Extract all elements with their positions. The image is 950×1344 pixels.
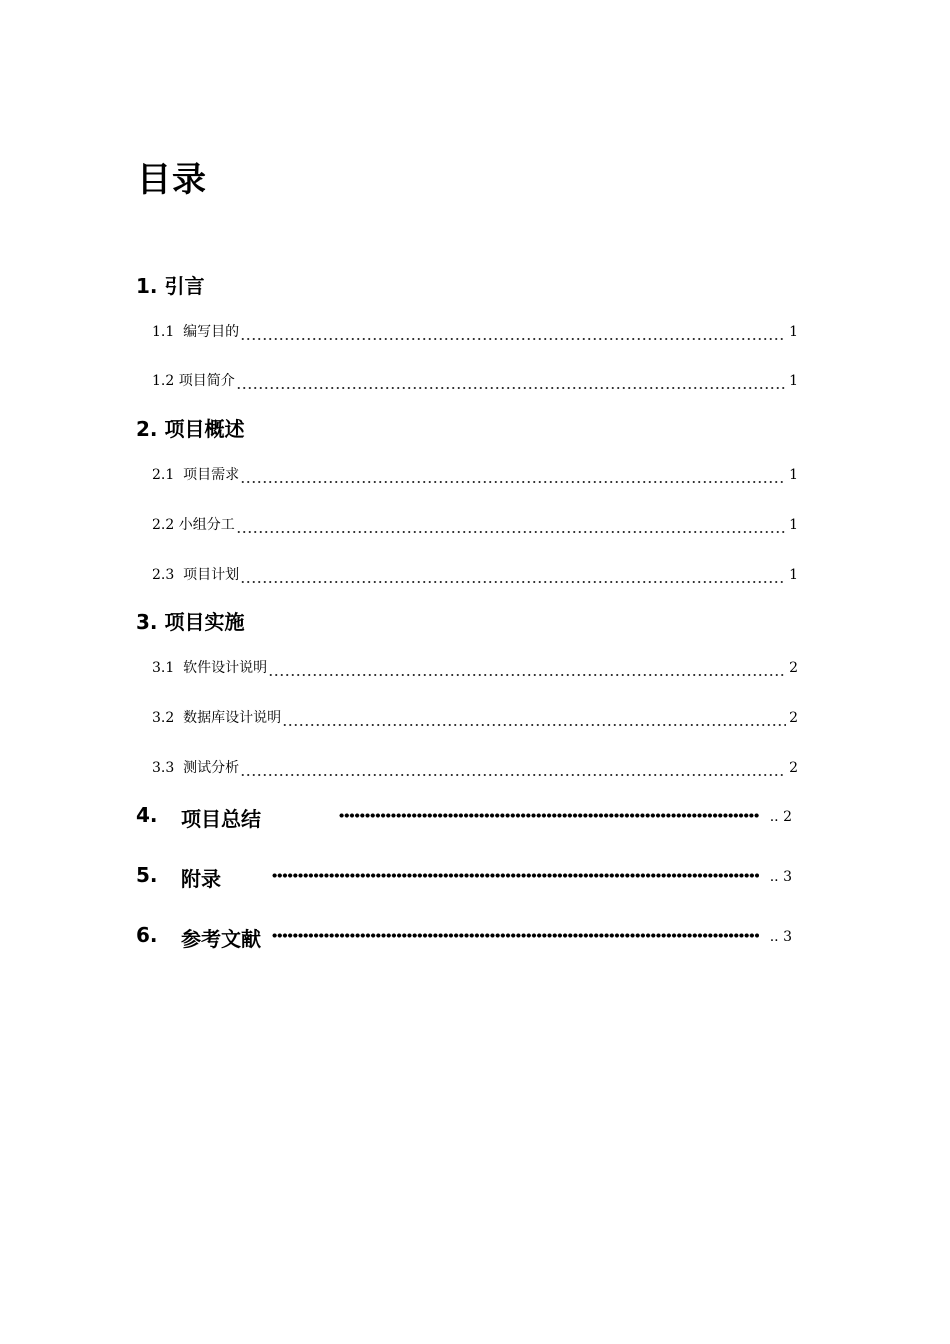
toc-entry-3-3[interactable] [152, 758, 798, 778]
section-number: 6. [136, 923, 158, 947]
toc-entry-4[interactable] [136, 803, 798, 831]
toc-entry-label: 1.2 项目简介 [152, 373, 235, 389]
dot-leader [240, 322, 786, 342]
toc-entry-page: 2 [789, 710, 798, 726]
dot-leader [240, 565, 786, 585]
toc-entry-page: 1 [789, 567, 798, 583]
section-title: 引言 [164, 274, 205, 298]
toc-entry-label: 2.1 项目需求 [152, 467, 240, 483]
dot-leader [272, 873, 759, 878]
toc-entry-2-2[interactable] [152, 515, 798, 535]
toc-entry-5[interactable] [136, 863, 798, 891]
toc-entry-6[interactable] [136, 923, 798, 951]
toc-entry-page: 2 [789, 660, 798, 676]
toc-entry-label: 3.1 软件设计说明 [152, 660, 268, 676]
toc-entry-page: 1 [789, 324, 798, 340]
section-title: 项目实施 [164, 610, 245, 634]
toc-entry-3-1[interactable] [152, 658, 798, 678]
toc-entry-3-2[interactable] [152, 708, 798, 728]
section-number: 1. [136, 274, 158, 298]
toc-entry-label: 2.2 小组分工 [152, 517, 235, 533]
toc-entry-page: 2 [789, 760, 798, 776]
toc-entry-page: 1 [789, 373, 798, 389]
section-heading-2 [136, 417, 244, 441]
section-number: 5. [136, 863, 158, 887]
toc-entry-page-group [770, 809, 792, 825]
section-heading-3 [136, 610, 244, 634]
toc-entry-1-1[interactable] [152, 322, 798, 342]
toc-entry-title: 项目总结 [181, 807, 261, 831]
section-number: 3. [136, 610, 158, 634]
section-number: 4. [136, 803, 158, 827]
dot-leader [236, 371, 786, 391]
page-title: 目录 [137, 160, 207, 200]
section-heading-1 [136, 274, 204, 298]
toc-entry-label: 1.1 编写目的 [152, 324, 240, 340]
leader-tail: .. [769, 809, 779, 825]
toc-entry-title: 附录 [181, 867, 221, 891]
toc-entry-page-group [770, 869, 792, 885]
dot-leader [240, 758, 786, 778]
toc-entry-page: 1 [789, 467, 798, 483]
leader-tail: .. [769, 929, 779, 945]
dot-leader [339, 813, 759, 818]
toc-entry-1-2[interactable] [152, 371, 798, 391]
dot-leader [236, 515, 786, 535]
dot-leader [282, 708, 786, 728]
toc-entry-page-group [770, 929, 792, 945]
toc-entry-title: 参考文献 [181, 927, 261, 951]
toc-entry-page: 1 [789, 517, 798, 533]
toc-entry-label: 2.3 项目计划 [152, 567, 240, 583]
toc-entry-label: 3.2 数据库设计说明 [152, 710, 282, 726]
section-title: 项目概述 [164, 417, 245, 441]
leader-tail: .. [769, 869, 779, 885]
toc-entry-page: 3 [783, 869, 792, 885]
toc-entry-2-3[interactable] [152, 565, 798, 585]
toc-entry-page: 3 [783, 929, 792, 945]
dot-leader [272, 933, 759, 938]
dot-leader [240, 465, 786, 485]
toc-entry-2-1[interactable] [152, 465, 798, 485]
toc-entry-page: 2 [783, 809, 792, 825]
toc-entry-label: 3.3 测试分析 [152, 760, 240, 776]
section-number: 2. [136, 417, 158, 441]
dot-leader [268, 658, 786, 678]
